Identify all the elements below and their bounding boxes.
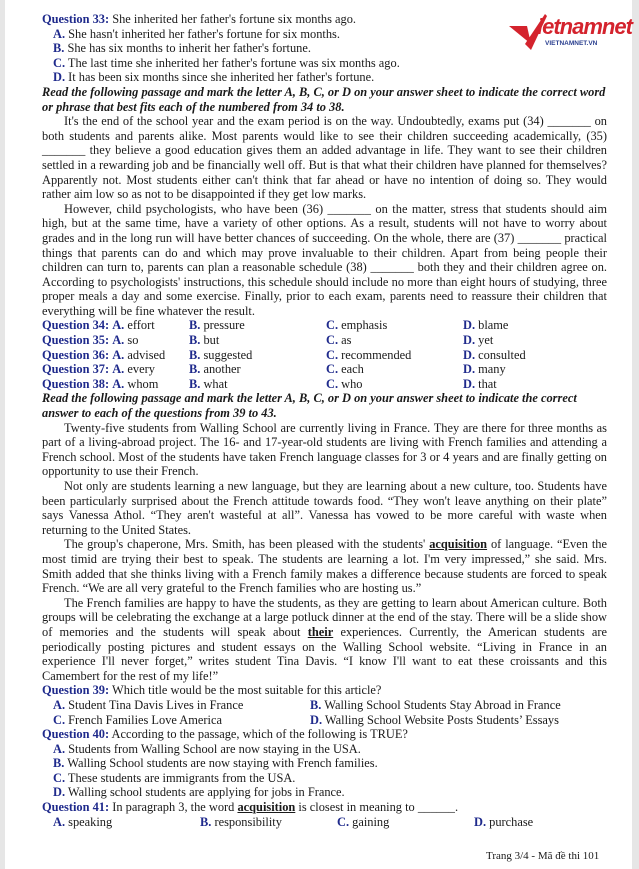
question-37: Question 37: A. every B. another C. each D. many — [42, 362, 506, 377]
option-c: C. French Families Love America — [53, 712, 222, 727]
highlighted-word-acquisition: acquisition — [237, 800, 296, 815]
option-a: A. She hasn't inherited her father's fortune for six months. — [53, 26, 340, 41]
passage2-paragraph-4: The French families are happy to have the students, as they are getting to learn about American culture. Both groups will be celebrating the exchange at a large potluck dinner at the end of the stay. There will be a slide show of memories and the students will speak about their experiences. Currently, the American students are periodically posting pictures and student essays on the Walling School website. “Living in France in an experience I'll never forget,” writes student Tina Davis. “I know I'll want to eat these croissants and this Camembert for the rest of my life!” — [42, 595, 608, 683]
option-d: D. Walling School Website Posts Students’ Essays — [310, 712, 559, 727]
question-35: Question 35: A. so B. but C. as D. yet — [42, 333, 494, 348]
question-label: Question 33: — [42, 12, 110, 26]
question-34: Question 34: A. effort B. pressure C. emphasis D. blame — [42, 318, 509, 333]
option-b: B. Walling School students are now staying with French families. — [53, 756, 378, 771]
instruction-34-38: Read the following passage and mark the letter A, B, C, or D on your answer sheet to indicate the correct word or phrase that best fits each of the numbered from 34 to 38. — [42, 84, 606, 114]
logo-wordmark: ietnamnet — [537, 14, 632, 39]
passage1-paragraph-1: It's the end of the school year and the exam period is on the way. Undoubtedly, exams put (34) _______ on both students and parents alike. Most parents would like to see their children succeeding academically, (35) _______ they believe a good education gives them an added advantage in life. They want to see their children settled in a rewarding job and be financially well off. But is that what their children have planned for themselves? Apparently not. Most students either can't think that far ahead or have no intention of doing so. They would rather aim low so as not to be disappointed if they get low marks. — [42, 114, 607, 202]
question-33 — [42, 12, 607, 85]
option-c: C. gaining — [337, 814, 390, 829]
cloze-questions — [42, 318, 607, 391]
passage1-paragraph-2: However, child psychologists, who have been (36) _______ on the matter, stress that students should aim high, but at the same time, have a variety of other options. As a result, students will not have to worry about grades and in the long run will have better chances of succeeding. On the whole, there are (37) _______ practical things that parents can do and which may prove invaluable to their children. Apart from being people their children can turn to, parents can plan a reasonable schedule (38) _______ both they and their children agree on. According to psychologists' instructions, this schedule should include no more than eight hours of studying, three proper meals a day and some exercise. Finally, prior to each exam, parents need to reassure their children that everything will be fine whatever the result. — [42, 201, 607, 318]
option-a: A. Students from Walling School are now staying in the USA. — [53, 741, 361, 756]
question-39: Question 39: Which title would be the most suitable for this article? A. Student Tina Davis Lives in France B. Walling School Students Stay Abroad in France C. French Families Love America D. Walling School Website Posts Students’ Essays — [42, 683, 607, 727]
highlighted-word-their: their — [307, 624, 334, 639]
option-c: C. The last time she inherited her father's fortune was six months ago. — [53, 55, 400, 70]
instruction-39-43: Read the following passage and mark the letter A, B, C, or D on your answer sheet to indicate the correct answer to each of the questions from 39 to 43. — [42, 391, 577, 421]
option-b: B. She has six months to inherit her father's fortune. — [53, 41, 311, 56]
passage2-paragraph-3: The group's chaperone, Mrs. Smith, has been pleased with the students' acquisition of language. “Even the most timid are trying their best to speak. The students are learning a lot. I'm very impressed,” she said. Mrs. Smith added that she thinks living with a French family makes a difference because students are forced to speak French. “We are all very grateful to the French families who are hosting us.” — [42, 537, 607, 596]
question-38: Question 38: A. whom B. what C. who D. that — [42, 376, 497, 391]
highlighted-word-acquisition: acquisition — [429, 537, 488, 552]
exam-content — [42, 12, 607, 829]
passage2-paragraph-1: Twenty-five students from Walling School are currently living in France. They are there for three months as part of a living-abroad project. The 16- and 17-year-old students are living with French families and attending a French school. Most of the students have taken French language classes for 3 or 4 years and are finally getting on opportunity to use their French. — [42, 420, 607, 479]
option-d: D. purchase — [474, 814, 534, 829]
question-stem: She inherited her father's fortune six months ago. — [109, 12, 357, 26]
logo-url: VIETNAMNET.VN — [545, 40, 598, 47]
option-a: A. speaking — [53, 814, 113, 829]
passage2-paragraph-2: Not only are students learning a new language, but they are learning about a new culture, too. Students have been particularly surprised about the French attitude towards food. “They won't leave anything on their plate” says Vanessa Athol. “They aren't wasteful at all”. Vanessa has vowed to be more careful with waste when returning to the United States. — [42, 479, 607, 537]
option-c: C. These students are immigrants from the USA. — [53, 770, 296, 785]
option-b: B. Walling School Students Stay Abroad in France — [310, 697, 561, 712]
question-41: Question 41: In paragraph 3, the word acquisition is closest in meaning to ______. A. speaking B. responsibility C. gaining D. purchase — [42, 800, 607, 829]
option-d: D. Walling school students are applying for jobs in France. — [53, 785, 345, 800]
option-a: A. Student Tina Davis Lives in France — [53, 697, 244, 712]
document-page — [5, 0, 632, 869]
option-b: B. responsibility — [200, 814, 282, 829]
option-d: D. It has been six months since she inherited her father's fortune. — [53, 70, 375, 85]
question-36: Question 36: A. advised B. suggested C. recommended D. consulted — [42, 347, 526, 362]
question-40: Question 40: According to the passage, which of the following is TRUE? A. Students from Walling School are now staying in the USA. B. Walling School students are now staying with French families. C. These students are immigrants from the USA. D. Walling school students are applying for jobs in France. — [42, 727, 607, 800]
page-footer: Trang 3/4 - Mã đề thi 101 — [486, 850, 600, 862]
